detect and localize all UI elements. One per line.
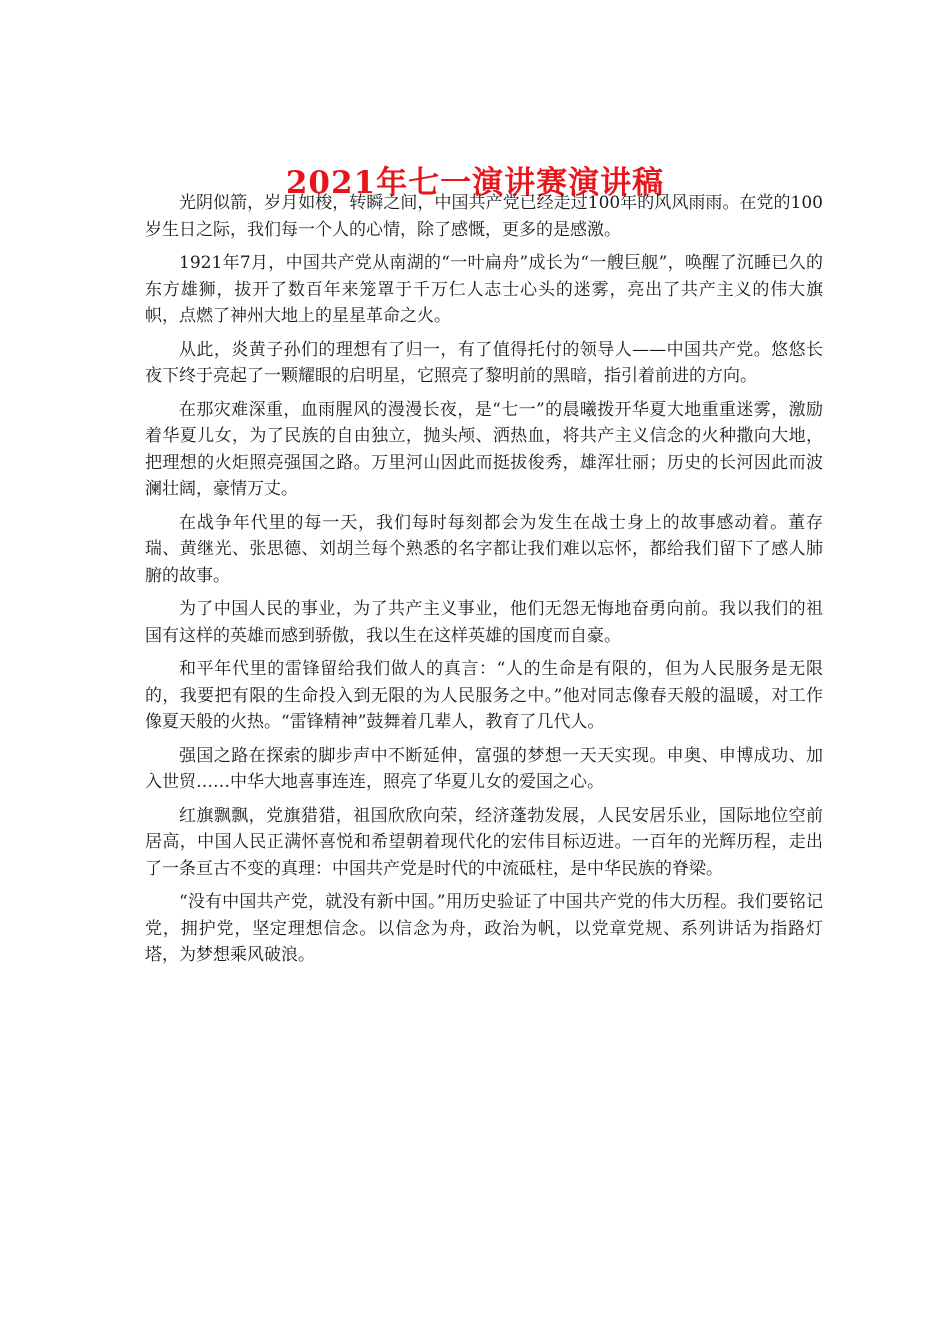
paragraph: 从此，炎黄子孙们的理想有了归一，有了值得托付的领导人——中国共产党。悠悠长夜下终于亮起了一颗耀眼的启明星，它照亮了黎明前的黑暗，指引着前进的方向。 [145, 339, 823, 386]
paragraph: 为了中国人民的事业，为了共产主义事业，他们无怨无悔地奋勇向前。我以我们的祖国有这样的英雄而感到骄傲，我以生在这样英雄的国度而自豪。 [145, 599, 823, 646]
paragraph: 在那灾难深重，血雨腥风的漫漫长夜，是“七一”的晨曦拨开华夏大地重重迷雾，激励着华夏儿女，为了民族的自由独立，抛头颅、洒热血，将共产主义信念的火种撒向大地，把理想的火炬照亮强国之路。万里河山因此而挺拔俊秀，雄浑壮丽；历史的长河因此而波澜壮阔，豪情万丈。 [145, 399, 823, 499]
paragraph: 红旗飘飘，党旗猎猎，祖国欣欣向荣，经济蓬勃发展，人民安居乐业，国际地位空前居高，中国人民正满怀喜悦和希望朝着现代化的宏伟目标迈进。一百年的光辉历程，走出了一条亘古不变的真理：中国共产党是时代的中流砥柱，是中华民族的脊梁。 [145, 805, 823, 879]
paragraph: 光阴似箭，岁月如梭，转瞬之间，中国共产党已经走过100年的风风雨雨。在党的100岁生日之际，我们每一个人的心情，除了感慨，更多的是感激。 [145, 193, 823, 240]
paragraph: “没有中国共产党，就没有新中国。”用历史验证了中国共产党的伟大历程。我们要铭记党，拥护党，坚定理想信念。以信念为舟，政治为帆，以党章党规、系列讲话为指路灯塔，为梦想乘风破浪。 [145, 892, 823, 965]
paragraph: 1921年7月，中国共产党从南湖的“一叶扁舟”成长为“一艘巨舰”，唤醒了沉睡已久的东方雄狮，拔开了数百年来笼罩于千万仁人志士心头的迷雾，亮出了共产主义的伟大旗帜，点燃了神州大地上的星星革命之火。 [145, 253, 823, 326]
document-body [145, 190, 823, 976]
paragraph: 强国之路在探索的脚步声中不断延伸，富强的梦想一天天实现。申奥、申博成功、加入世贸……中华大地喜事连连，照亮了华夏儿女的爱国之心。 [145, 745, 823, 792]
paragraph: 和平年代里的雷锋留给我们做人的真言：“人的生命是有限的，但为人民服务是无限的，我要把有限的生命投入到无限的为人民服务之中。”他对同志像春天般的温暖，对工作像夏天般的火热。“雷锋精神”鼓舞着几辈人，教育了几代人。 [145, 659, 823, 732]
page-title: 2021年七一演讲赛演讲稿 [285, 164, 665, 201]
paragraph: 在战争年代里的每一天，我们每时每刻都会为发生在战士身上的故事感动着。董存瑞、黄继光、张思德、刘胡兰每个熟悉的名字都让我们难以忘怀，都给我们留下了感人肺腑的故事。 [145, 512, 823, 586]
